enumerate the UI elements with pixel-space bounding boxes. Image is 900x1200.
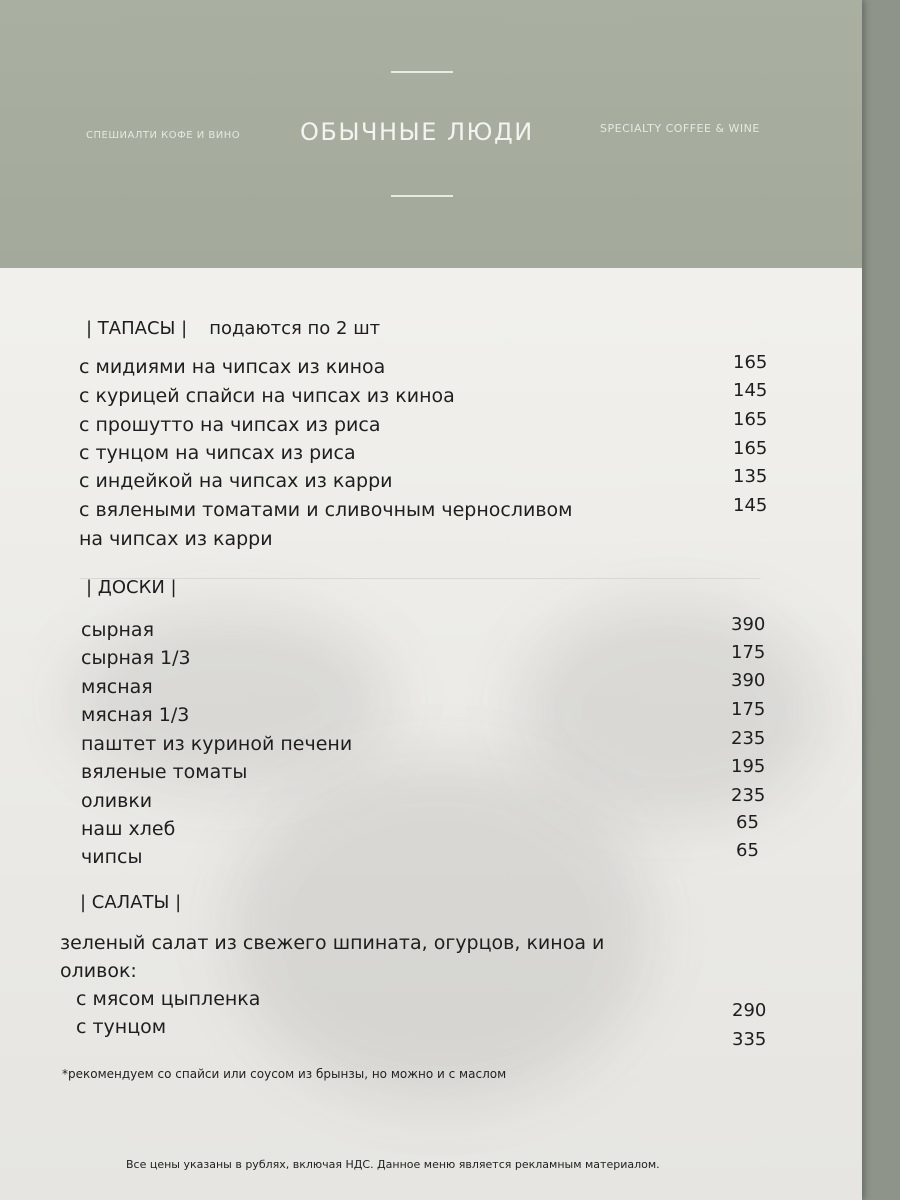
menu-item-name: сырная: [81, 619, 155, 641]
menu-item-name: мясная 1/3: [81, 704, 190, 726]
menu-item-name: с индейкой на чипсах из карри: [79, 470, 393, 492]
menu-item-name: оливки: [81, 790, 153, 812]
header-right-text: SPECIALTY COFFEE & WINE: [600, 122, 760, 135]
menu-item-name: с тунцом на чипсах из риса: [79, 442, 356, 464]
menu-item-name: сырная 1/3: [81, 647, 191, 669]
menu-item-name: с прошутто на чипсах из риса: [79, 414, 381, 436]
menu-item-price: 145: [733, 495, 768, 516]
header-rule-top: [391, 71, 453, 73]
section-divider: [80, 578, 760, 579]
menu-item-price: 165: [733, 352, 768, 373]
footnote: *рекомендуем со спайси или соусом из брынзы, но можно и с маслом: [62, 1067, 507, 1081]
menu-item-price: 165: [733, 409, 768, 430]
salad-description: зеленый салат из свежего шпината, огурцов, киноа и: [60, 932, 605, 954]
section-note-tapas: подаются по 2 шт: [209, 318, 381, 339]
section-title-tapas: [86, 318, 380, 339]
menu-item-price: 65: [736, 812, 759, 833]
section-title-salads: | САЛАТЫ |: [80, 892, 182, 913]
menu-item-name: с курицей спайси на чипсах из киноа: [79, 385, 455, 407]
cafe-name: ОБЫЧНЫЕ ЛЮДИ: [300, 118, 534, 146]
menu-item-name: с мясом цыпленка: [76, 988, 261, 1010]
section-title-tapas-label: | ТАПАСЫ |: [86, 318, 188, 339]
header-left-text: СПЕШИАЛТИ КОФЕ И ВИНО: [86, 130, 241, 141]
menu-item-price: 235: [731, 728, 766, 749]
menu-item-price: 65: [736, 840, 759, 861]
menu-item-name: с мидиями на чипсах из киноа: [79, 356, 386, 378]
menu-item-name: вяленые томаты: [81, 761, 248, 783]
menu-item-price: 175: [731, 699, 766, 720]
photo-shadow: [230, 760, 650, 1100]
salad-description-continued: оливок:: [60, 960, 137, 982]
price-disclaimer: Все цены указаны в рублях, включая НДС. Данное меню является рекламным материалом.: [126, 1158, 660, 1171]
menu-item-price: 390: [731, 614, 766, 635]
menu-item-name: паштет из куриной печени: [81, 733, 353, 755]
menu-header: [0, 0, 862, 268]
photo-shadow: [520, 600, 820, 820]
menu-item-price: 165: [733, 438, 768, 459]
menu-item-price: 235: [731, 785, 766, 806]
menu-item-price: 335: [732, 1029, 767, 1050]
menu-item-price: 145: [733, 380, 768, 401]
menu-item-name: чипсы: [81, 846, 143, 868]
menu-item-name-continued: на чипсах из карри: [79, 528, 273, 550]
menu-item-name: мясная: [81, 676, 153, 698]
menu-item-price: 175: [731, 642, 766, 663]
menu-item-name: с тунцом: [76, 1016, 167, 1038]
menu-item-name: наш хлеб: [81, 818, 176, 840]
menu-item-price: 290: [732, 1000, 767, 1021]
menu-item-name: с вялеными томатами и сливочным черносливом: [79, 499, 573, 521]
menu-item-price: 195: [731, 756, 766, 777]
header-rule-bottom: [391, 195, 453, 197]
section-title-boards: | ДОСКИ |: [86, 577, 177, 598]
menu-item-price: 390: [731, 670, 766, 691]
menu-item-price: 135: [733, 466, 768, 487]
